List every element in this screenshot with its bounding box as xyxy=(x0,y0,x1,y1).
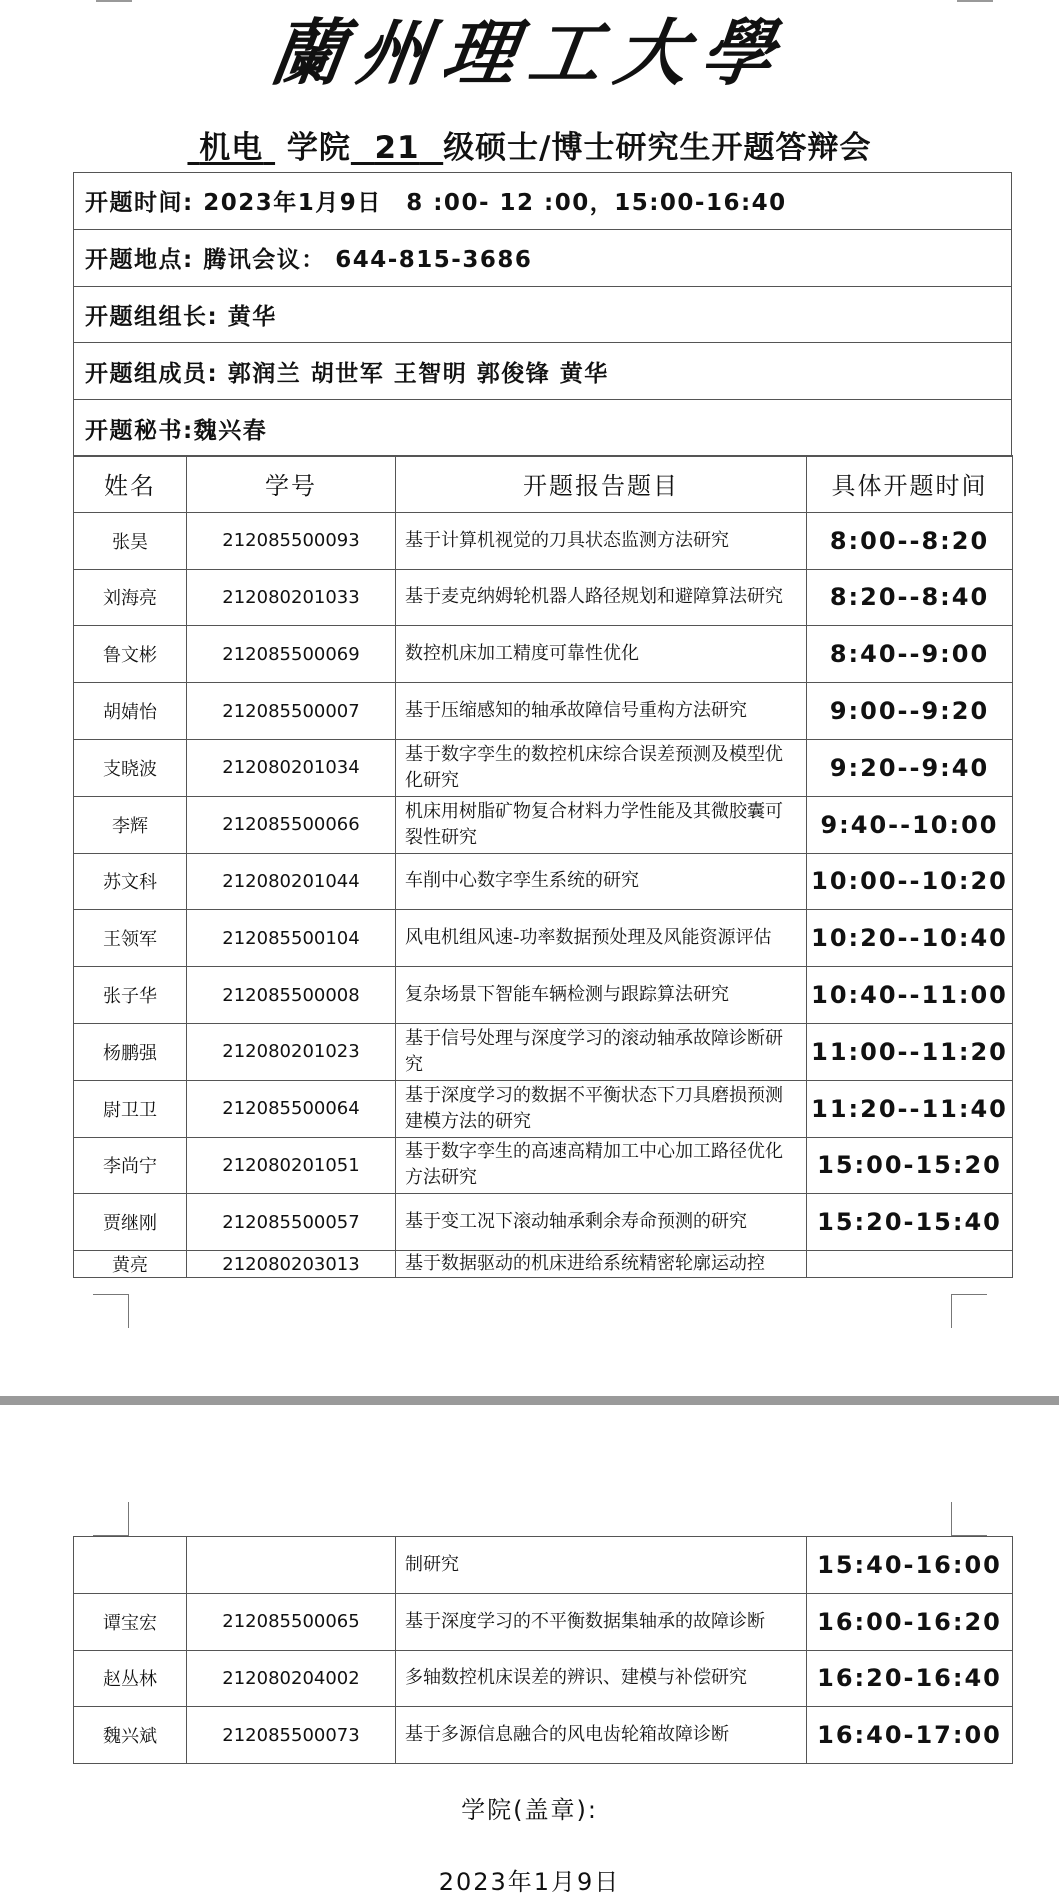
title-college-suffix: 学院 xyxy=(286,130,351,166)
page-top-mark-right xyxy=(957,0,993,2)
university-logo: 蘭州理工大學 xyxy=(265,10,794,95)
document-date: 2023年1月9日 xyxy=(438,1868,621,1894)
report-topic: 基于麦克纳姆轮机器人路径规划和避障算法研究 xyxy=(396,569,807,626)
table-row xyxy=(74,967,1013,1024)
header-student-id: 学号 xyxy=(187,456,396,513)
defense-time: 15:40-16:00 xyxy=(807,1537,1013,1594)
table-row xyxy=(74,1707,1013,1764)
student-id: 212085500104 xyxy=(187,910,396,967)
student-name: 张昊 xyxy=(74,512,187,569)
student-id: 212080203013 xyxy=(187,1251,396,1278)
student-name: 贾继刚 xyxy=(74,1194,187,1251)
student-id: 212080201034 xyxy=(187,739,396,796)
defense-time: 16:00-16:20 xyxy=(807,1593,1013,1650)
header-time: 具体开题时间 xyxy=(807,456,1013,513)
student-name: 鲁文彬 xyxy=(74,626,187,683)
defense-time: 16:40-17:00 xyxy=(807,1707,1013,1764)
table-row xyxy=(74,853,1013,910)
info-place: 开题地点: 腾讯会议： 644-815-3686 xyxy=(74,229,1012,286)
student-name xyxy=(74,1537,187,1594)
report-topic: 基于深度学习的不平衡数据集轴承的故障诊断 xyxy=(396,1593,807,1650)
crop-mark xyxy=(93,1294,129,1328)
crop-mark xyxy=(951,1294,987,1328)
student-name: 杨鹏强 xyxy=(74,1023,187,1080)
table-row xyxy=(74,1537,1013,1594)
table-row xyxy=(74,569,1013,626)
defense-time xyxy=(807,1251,1013,1278)
student-id: 212085500007 xyxy=(187,683,396,740)
title-grade: 21 xyxy=(374,130,420,166)
defense-time: 8:00--8:20 xyxy=(807,512,1013,569)
table-header-row xyxy=(74,456,1013,513)
student-id: 212080201044 xyxy=(187,853,396,910)
info-time: 开题时间: 2023年1月9日 8 :00- 12 :00，15:00-16:40 xyxy=(74,173,1012,230)
report-topic: 基于多源信息融合的风电齿轮箱故障诊断 xyxy=(396,1707,807,1764)
student-id: 212085500066 xyxy=(187,796,396,853)
report-topic: 风电机组风速-功率数据预处理及风能资源评估 xyxy=(396,910,807,967)
defense-time: 11:20--11:40 xyxy=(807,1080,1013,1137)
student-id: 212080204002 xyxy=(187,1650,396,1707)
report-topic: 多轴数控机床误差的辨识、建模与补偿研究 xyxy=(396,1650,807,1707)
student-id: 212085500064 xyxy=(187,1080,396,1137)
report-topic: 基于深度学习的数据不平衡状态下刀具磨损预测建模方法的研究 xyxy=(396,1080,807,1137)
report-topic: 基于计算机视觉的刀具状态监测方法研究 xyxy=(396,512,807,569)
report-topic: 数控机床加工精度可靠性优化 xyxy=(396,626,807,683)
schedule-table-page1 xyxy=(73,455,1013,1278)
defense-time: 16:20-16:40 xyxy=(807,1650,1013,1707)
table-row xyxy=(74,910,1013,967)
defense-time: 10:20--10:40 xyxy=(807,910,1013,967)
defense-time: 10:40--11:00 xyxy=(807,967,1013,1024)
defense-time: 9:40--10:00 xyxy=(807,796,1013,853)
student-name: 赵丛林 xyxy=(74,1650,187,1707)
student-id: 212085500069 xyxy=(187,626,396,683)
document-title xyxy=(0,122,1059,167)
info-table xyxy=(73,172,1012,457)
defense-time: 15:00-15:20 xyxy=(807,1137,1013,1194)
student-name: 刘海亮 xyxy=(74,569,187,626)
report-topic: 复杂场景下智能车辆检测与跟踪算法研究 xyxy=(396,967,807,1024)
table-row xyxy=(74,1023,1013,1080)
student-id xyxy=(187,1537,396,1594)
defense-time: 8:40--9:00 xyxy=(807,626,1013,683)
defense-time: 15:20-15:40 xyxy=(807,1194,1013,1251)
defense-time: 10:00--10:20 xyxy=(807,853,1013,910)
student-id: 212080201033 xyxy=(187,569,396,626)
student-name: 黄亮 xyxy=(74,1251,187,1278)
report-topic: 基于数据驱动的机床进给系统精密轮廓运动控 xyxy=(396,1251,807,1278)
report-topic: 机床用树脂矿物复合材料力学性能及其微胶囊可裂性研究 xyxy=(396,796,807,853)
table-row xyxy=(74,1137,1013,1194)
student-name: 李尚宁 xyxy=(74,1137,187,1194)
defense-time: 9:20--9:40 xyxy=(807,739,1013,796)
header-topic: 开题报告题目 xyxy=(396,456,807,513)
table-row xyxy=(74,626,1013,683)
schedule-table-page2 xyxy=(73,1536,1013,1764)
student-name: 李辉 xyxy=(74,796,187,853)
table-row xyxy=(74,1194,1013,1251)
report-topic: 基于数字孪生的数控机床综合误差预测及模型优化研究 xyxy=(396,739,807,796)
header-name: 姓名 xyxy=(74,456,187,513)
info-leader: 开题组组长: 黄华 xyxy=(74,286,1012,343)
student-name: 谭宝宏 xyxy=(74,1593,187,1650)
report-topic: 制研究 xyxy=(396,1537,807,1594)
table-row xyxy=(74,1593,1013,1650)
defense-time: 9:00--9:20 xyxy=(807,683,1013,740)
report-topic: 基于变工况下滚动轴承剩余寿命预测的研究 xyxy=(396,1194,807,1251)
crop-mark xyxy=(93,1502,129,1536)
college-stamp-label: 学院(盖章): xyxy=(461,1796,598,1824)
table-row xyxy=(74,683,1013,740)
info-members: 开题组成员: 郭润兰 胡世军 王智明 郭俊锋 黄华 xyxy=(74,343,1012,400)
defense-time: 8:20--8:40 xyxy=(807,569,1013,626)
student-name: 胡婧怡 xyxy=(74,683,187,740)
info-secretary: 开题秘书:魏兴春 xyxy=(74,400,1012,457)
student-id: 212085500065 xyxy=(187,1593,396,1650)
defense-time: 11:00--11:20 xyxy=(807,1023,1013,1080)
student-name: 苏文科 xyxy=(74,853,187,910)
table-row xyxy=(74,739,1013,796)
table-row xyxy=(74,1080,1013,1137)
page-separator xyxy=(0,1396,1059,1405)
student-name: 魏兴斌 xyxy=(74,1707,187,1764)
student-id: 212085500057 xyxy=(187,1194,396,1251)
page-top-mark-left xyxy=(96,0,132,2)
title-college: 机电 xyxy=(199,130,264,166)
report-topic: 基于信号处理与深度学习的滚动轴承故障诊断研究 xyxy=(396,1023,807,1080)
student-name: 王领军 xyxy=(74,910,187,967)
student-name: 尉卫卫 xyxy=(74,1080,187,1137)
student-id: 212085500093 xyxy=(187,512,396,569)
report-topic: 基于数字孪生的高速高精加工中心加工路径优化方法研究 xyxy=(396,1137,807,1194)
student-id: 212085500008 xyxy=(187,967,396,1024)
student-id: 212080201023 xyxy=(187,1023,396,1080)
table-row xyxy=(74,1251,1013,1278)
student-id: 212085500073 xyxy=(187,1707,396,1764)
student-id: 212080201051 xyxy=(187,1137,396,1194)
crop-mark xyxy=(951,1502,987,1536)
table-row xyxy=(74,796,1013,853)
student-name: 支晓波 xyxy=(74,739,187,796)
student-name: 张子华 xyxy=(74,967,187,1024)
report-topic: 车削中心数字孪生系统的研究 xyxy=(396,853,807,910)
table-row xyxy=(74,1650,1013,1707)
report-topic: 基于压缩感知的轴承故障信号重构方法研究 xyxy=(396,683,807,740)
table-row xyxy=(74,512,1013,569)
title-rest: 级硕士/博士研究生开题答辩会 xyxy=(443,130,872,166)
